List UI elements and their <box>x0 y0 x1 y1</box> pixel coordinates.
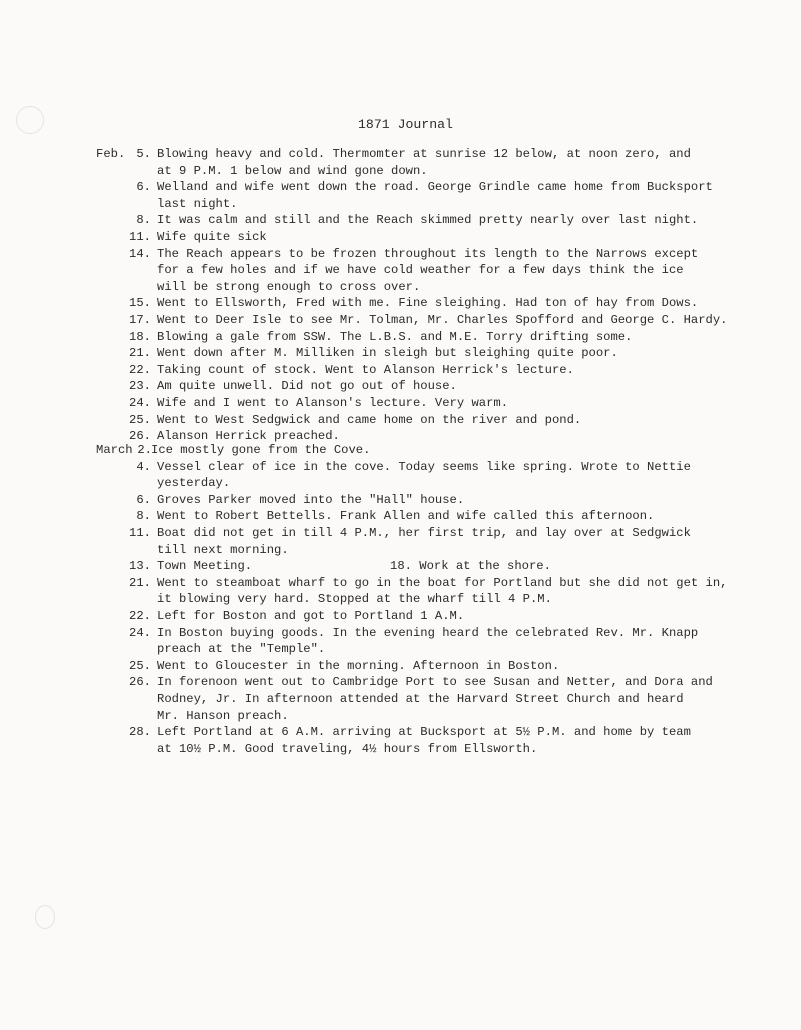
month-label: Feb. <box>96 147 126 161</box>
entry-day: 18. <box>129 329 151 344</box>
journal-entry <box>0 525 801 558</box>
entry-line: Went to Gloucester in the morning. Afternoon in Boston. <box>157 658 560 673</box>
entry-line: for a few holes and if we have cold weather for a few days think the ice <box>157 263 684 278</box>
entry-line: Am quite unwell. Did not go out of house. <box>157 379 457 394</box>
entry-text <box>157 525 797 558</box>
entry-line: preach at the "Temple". <box>157 642 326 657</box>
entry-text <box>157 295 797 312</box>
journal-entry <box>0 724 801 757</box>
entry-text <box>157 246 797 296</box>
journal-entry <box>0 442 801 459</box>
entry-line: Wife and I went to Alanson's lecture. Very warm. <box>157 395 509 410</box>
entry-line: Welland and wife went down the road. George Grindle came home from Bucksport <box>157 180 713 195</box>
journal-entry <box>0 412 801 429</box>
entry-line: Left for Boston and got to Portland 1 A.M. <box>157 608 465 623</box>
entry-line: at 9 P.M. 1 below and wind gone down. <box>157 163 428 178</box>
journal-entry <box>0 608 801 625</box>
journal-entry <box>0 362 801 379</box>
entry-day: 11. <box>129 229 151 244</box>
entry-day: 24. <box>129 625 151 640</box>
entry-day: 8. <box>136 509 151 524</box>
journal-entry <box>0 575 801 608</box>
journal-entry <box>0 459 801 492</box>
entry-text <box>157 575 797 608</box>
journal-entry <box>0 146 801 179</box>
entry-line: Went to Deer Isle to see Mr. Tolman, Mr. Charles Spofford and George C. Hardy. <box>157 312 728 327</box>
journal-entry <box>0 658 801 675</box>
entry-text <box>157 492 797 509</box>
journal-entry <box>0 246 801 296</box>
journal-entry <box>0 295 801 312</box>
entry-line: Blowing a gale from SSW. The L.B.S. and M.E. Torry drifting some. <box>157 329 633 344</box>
journal-title: 1871 Journal <box>358 117 453 132</box>
journal-entry <box>0 625 801 658</box>
entry-day: 6. <box>136 492 151 507</box>
entry-day: 22. <box>129 362 151 377</box>
entry-day: 25. <box>129 412 151 427</box>
entry-line: Groves Parker moved into the "Hall" house. <box>157 492 465 507</box>
journal-entry <box>0 345 801 362</box>
entry-extra: 18. Work at the shore. <box>390 559 551 574</box>
entry-day: 5. <box>136 147 151 161</box>
entry-line: Went to Robert Bettells. Frank Allen and wife called this afternoon. <box>157 509 655 524</box>
entry-line: It was calm and still and the Reach skimmed pretty nearly over last night. <box>157 213 699 228</box>
entry-line: Blowing heavy and cold. Thermomter at sunrise 12 below, at noon zero, and <box>157 147 691 161</box>
journal-entry <box>0 312 801 329</box>
entry-day: 22. <box>129 608 151 623</box>
entry-text <box>157 395 797 412</box>
journal-entry <box>0 395 801 412</box>
journal-entry <box>0 179 801 212</box>
entry-line: last night. <box>157 196 238 211</box>
entry-line: In forenoon went out to Cambridge Port to see Susan and Netter, and Dora and <box>157 675 713 690</box>
journal-entry <box>0 378 801 395</box>
entry-text <box>157 378 797 395</box>
entry-line: Town Meeting. <box>157 559 253 574</box>
entry-day: 24. <box>129 395 151 410</box>
journal-entry <box>0 329 801 346</box>
entry-line: Boat did not get in till 4 P.M., her first trip, and lay over at Sedgwick <box>157 525 691 540</box>
entry-text <box>157 146 797 179</box>
entry-line: Wife quite sick <box>157 229 267 244</box>
entry-line: Went down after M. Milliken in sleigh but sleighing quite poor. <box>157 346 618 361</box>
entry-line: Taking count of stock. Went to Alanson Herrick's lecture. <box>157 362 574 377</box>
entry-text <box>157 508 797 525</box>
entry-day: 23. <box>129 379 151 394</box>
entry-day: 4. <box>136 459 151 474</box>
entry-line: Went to Ellsworth, Fred with me. Fine sleighing. Had ton of hay from Dows. <box>157 296 699 311</box>
entry-day: 25. <box>129 658 151 673</box>
entry-text <box>157 212 797 229</box>
entry-day: 6. <box>136 180 151 195</box>
entry-line: at 10½ P.M. Good traveling, 4½ hours from Ellsworth. <box>157 741 538 756</box>
entry-line: The Reach appears to be frozen throughout its length to the Narrows except <box>157 246 699 261</box>
march-section <box>0 442 801 757</box>
journal-entry <box>0 492 801 509</box>
entry-text <box>151 442 791 459</box>
entry-day: 13. <box>129 559 151 574</box>
entry-line: yesterday. <box>157 476 231 491</box>
journal-entry <box>0 229 801 246</box>
entry-text <box>157 329 797 346</box>
entry-line: Mr. Hanson preach. <box>157 708 289 723</box>
entry-day: 21. <box>129 346 151 361</box>
entry-line: Rodney, Jr. In afternoon attended at the Harvard Street Church and heard <box>157 691 684 706</box>
entry-text <box>157 608 797 625</box>
entry-text <box>157 724 797 757</box>
entry-day: 11. <box>129 525 151 540</box>
february-section <box>0 146 801 445</box>
journal-entry <box>0 674 801 724</box>
entry-line: Went to West Sedgwick and came home on the river and pond. <box>157 412 582 427</box>
entry-text <box>157 658 797 675</box>
entry-day: 28. <box>129 725 151 740</box>
entry-day: 26. <box>129 675 151 690</box>
entry-line: Vessel clear of ice in the cove. Today seems like spring. Wrote to Nettie <box>157 459 691 474</box>
entry-line: Left Portland at 6 A.M. arriving at Bucksport at 5½ P.M. and home by team <box>157 725 691 740</box>
entry-line: Went to steamboat wharf to go in the boat for Portland but she did not get in, <box>157 575 728 590</box>
entry-text <box>157 179 797 212</box>
journal-entry <box>0 212 801 229</box>
journal-entry <box>0 508 801 525</box>
entry-day: 21. <box>129 575 151 590</box>
paper-mark <box>35 905 55 929</box>
journal-entry <box>0 558 801 575</box>
entry-text <box>157 362 797 379</box>
entry-day: 15. <box>129 296 151 311</box>
entry-line: it blowing very hard. Stopped at the wharf till 4 P.M. <box>157 592 552 607</box>
entry-text <box>157 312 797 329</box>
entry-line: till next morning. <box>157 542 289 557</box>
entry-day: 8. <box>136 213 151 228</box>
entry-text <box>157 345 797 362</box>
entry-line: Alanson Herrick preached. <box>157 429 340 444</box>
paper-mark <box>16 106 44 134</box>
entry-text <box>157 625 797 658</box>
entry-line: In Boston buying goods. In the evening heard the celebrated Rev. Mr. Knapp <box>157 625 699 640</box>
entry-line: will be strong enough to cross over. <box>157 279 421 294</box>
month-label: March <box>96 443 133 457</box>
entry-day: 2. <box>137 443 152 457</box>
entry-day: 14. <box>129 246 151 261</box>
entry-text <box>157 412 797 429</box>
entry-day: 26. <box>129 429 151 444</box>
entry-day: 17. <box>129 312 151 327</box>
entry-text <box>157 459 797 492</box>
entry-text <box>157 229 797 246</box>
entry-line: Ice mostly gone from the Cove. <box>151 443 371 457</box>
entry-text <box>157 674 797 724</box>
